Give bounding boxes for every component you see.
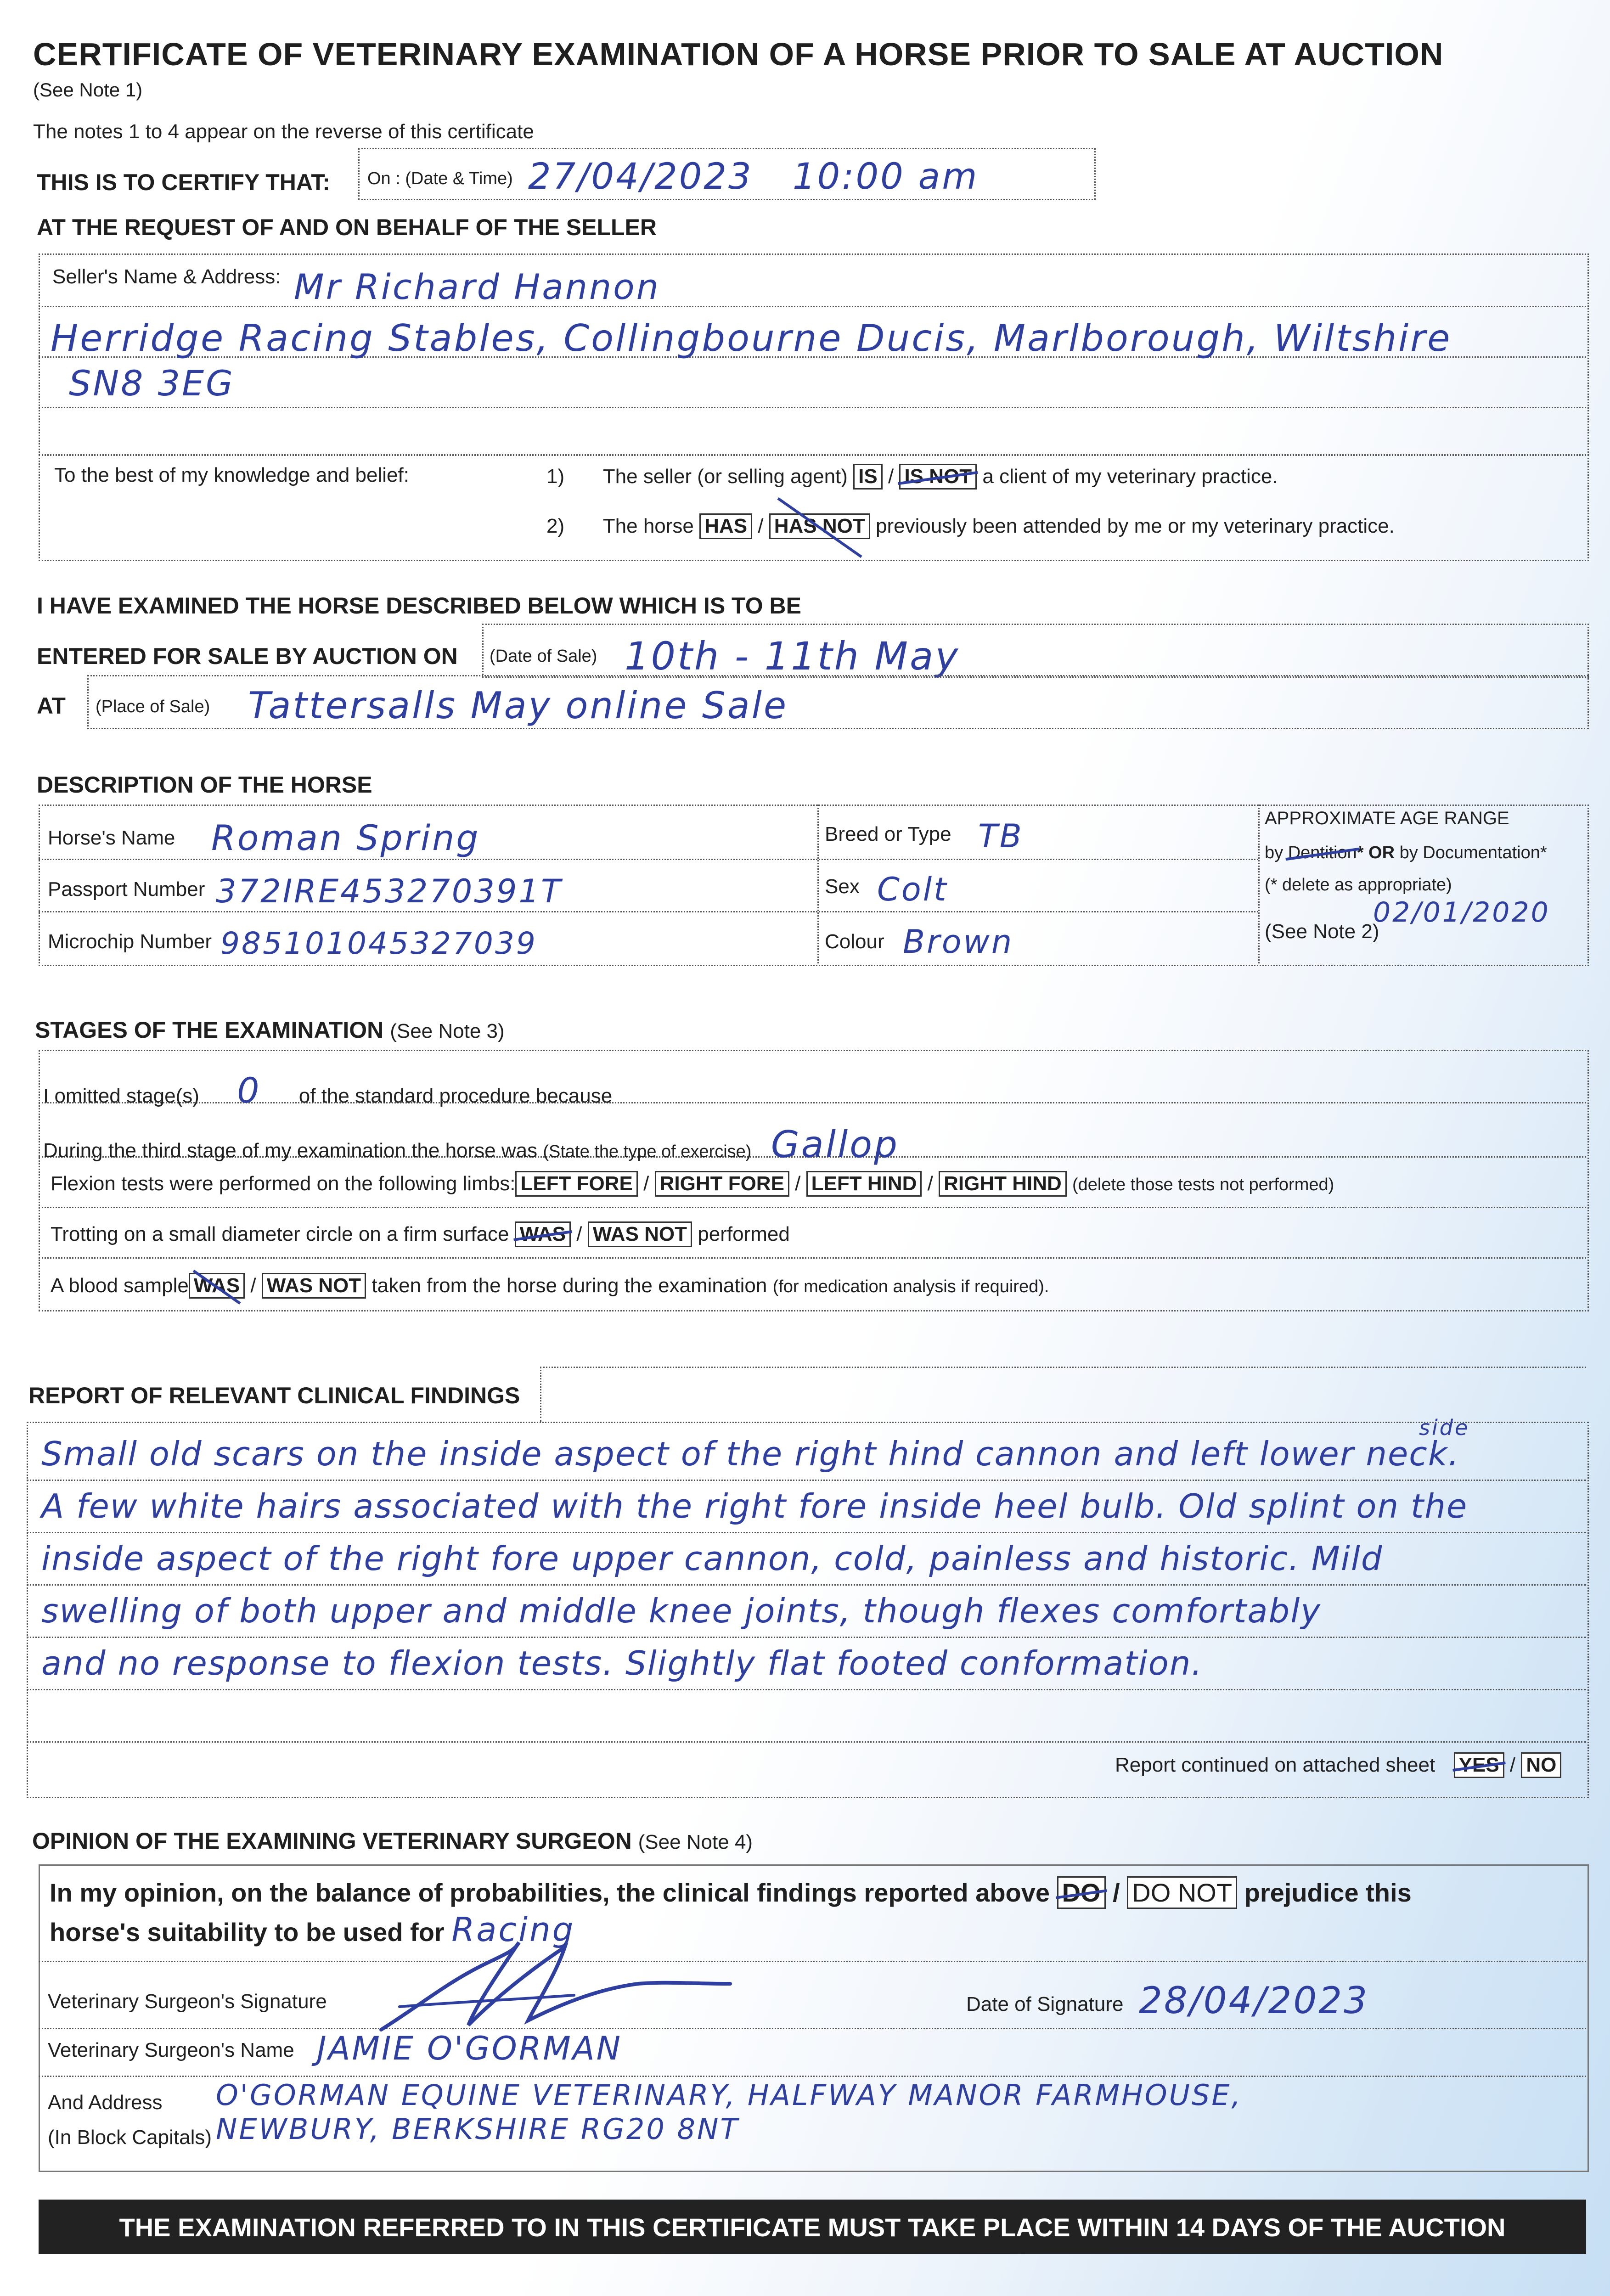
exam-date-time[interactable]: 27/04/2023 10:00 am — [528, 156, 979, 197]
q1-text-pre: The seller (or selling agent) — [602, 465, 848, 488]
belief-q1 — [546, 464, 1278, 490]
sale-place-value[interactable]: Tattersalls May online Sale — [248, 684, 788, 727]
horse-name-value[interactable]: Roman Spring — [211, 817, 480, 858]
opinion-separator: / — [1113, 1878, 1120, 1907]
age-by: by — [1265, 843, 1283, 862]
q2-has-not-option[interactable]: HAS NOT — [769, 513, 870, 539]
colour-value[interactable]: Brown — [903, 923, 1014, 961]
vet-name-value[interactable]: JAMIE O'GORMAN — [317, 2030, 623, 2067]
seller-address-line-1[interactable]: Herridge Racing Stables, Collingbourne Ducis, Marlborough, Wiltshire — [51, 317, 1452, 360]
flexion-post: (delete those tests not performed) — [1072, 1175, 1334, 1194]
address-label-2: (In Block Capitals) — [48, 2126, 212, 2149]
at-label: AT — [37, 693, 66, 719]
blood-post: taken from the horse during the examination — [372, 1274, 767, 1297]
horse-name-label: Horse's Name — [48, 827, 175, 849]
limb-separator: / — [643, 1172, 649, 1195]
q2-text-pre: The horse — [602, 515, 694, 537]
description-heading: DESCRIPTION OF THE HORSE — [37, 772, 372, 798]
flexion-pre: Flexion tests were performed on the following limbs: — [51, 1172, 516, 1195]
third-stage-note: (State the type of exercise) — [543, 1142, 752, 1161]
omitted-line — [43, 1070, 612, 1111]
date-of-signature-label: Date of Signature — [966, 1993, 1124, 2015]
suitability-label: horse's suitability to be used for — [50, 1918, 445, 1947]
stages-heading-text: STAGES OF THE EXAMINATION — [35, 1017, 384, 1043]
trot-was-option[interactable]: WAS — [515, 1221, 571, 1247]
q1-text-post: a client of my veterinary practice. — [982, 465, 1278, 488]
vet-address-line-2[interactable]: NEWBURY, BERKSHIRE RG20 8NT — [216, 2112, 740, 2146]
report-line-2[interactable]: A few white hairs associated with the right fore inside heel bulb. Old splint on the — [41, 1487, 1468, 1525]
seller-address-line-2[interactable]: SN8 3EG — [69, 363, 235, 404]
opinion-heading — [32, 1828, 753, 1854]
limb-separator: / — [927, 1172, 933, 1195]
limb-right-fore[interactable]: RIGHT FORE — [655, 1171, 789, 1197]
limb-right-hind[interactable]: RIGHT HIND — [939, 1171, 1067, 1197]
opinion-do-not-option[interactable]: DO NOT — [1127, 1876, 1237, 1909]
continued-no-option[interactable]: NO — [1521, 1752, 1561, 1778]
trot-pre: Trotting on a small diameter circle on a firm surface — [51, 1223, 509, 1245]
age-method-line — [1265, 843, 1547, 863]
opinion-statement — [50, 1876, 1412, 1909]
title-see-note: (See Note 1) — [33, 79, 143, 101]
date-of-signature-value[interactable]: 28/04/2023 — [1139, 1979, 1369, 2022]
q1-is-option[interactable]: IS — [853, 464, 883, 490]
third-stage-line — [43, 1123, 899, 1166]
breed-label: Breed or Type — [825, 823, 951, 845]
blood-note: (for medication analysis if required). — [772, 1277, 1049, 1296]
limb-left-hind[interactable]: LEFT HIND — [806, 1171, 922, 1197]
blood-pre: A blood sample — [51, 1274, 189, 1297]
omitted-value[interactable]: 0 — [237, 1070, 261, 1111]
q2-has-option[interactable]: HAS — [699, 513, 752, 539]
q1-number: 1) — [546, 465, 565, 488]
opinion-heading-text: OPINION OF THE EXAMINING VETERINARY SURGEON — [32, 1828, 632, 1854]
entered-line: ENTERED FOR SALE BY AUCTION ON — [37, 643, 458, 669]
limb-separator: / — [795, 1172, 801, 1195]
report-line-4[interactable]: swelling of both upper and middle knee joints, though flexes comfortably — [41, 1592, 1321, 1630]
third-stage-value[interactable]: Gallop — [771, 1123, 899, 1166]
colour-label: Colour — [825, 930, 884, 953]
belief-q2 — [546, 513, 1395, 539]
limb-left-fore[interactable]: LEFT FORE — [515, 1171, 637, 1197]
passport-label: Passport Number — [48, 878, 205, 900]
age-value[interactable]: 02/01/2020 — [1373, 896, 1550, 929]
report-line-1[interactable]: Small old scars on the inside aspect of the right hind cannon and left lower neck. — [41, 1435, 1460, 1473]
report-line-5[interactable]: and no response to flexion tests. Slightly flat footed conformation. — [41, 1644, 1203, 1683]
report-line-3[interactable]: inside aspect of the right fore upper cannon, cold, painless and historic. Mild — [41, 1539, 1383, 1578]
trot-line — [51, 1221, 790, 1247]
blood-was-option[interactable]: WAS — [189, 1273, 245, 1299]
continued-yes-option[interactable]: YES — [1454, 1752, 1504, 1778]
continued-label: Report continued on attached sheet — [1115, 1754, 1435, 1776]
sex-label: Sex — [825, 875, 860, 898]
certificate-title: CERTIFICATE OF VETERINARY EXAMINATION OF A HORSE PRIOR TO SALE AT AUCTION — [33, 36, 1444, 72]
request-line: AT THE REQUEST OF AND ON BEHALF OF THE SELLER — [37, 214, 657, 240]
belief-label: To the best of my knowledge and belief: — [54, 464, 409, 486]
age-heading: APPROXIMATE AGE RANGE — [1265, 808, 1509, 828]
vet-address-line-1[interactable]: O'GORMAN EQUINE VETERINARY, HALFWAY MANOR FARMHOUSE, — [216, 2078, 1243, 2112]
omitted-pre: I omitted stage(s) — [43, 1085, 199, 1107]
signature-label: Veterinary Surgeon's Signature — [48, 1990, 327, 2013]
age-documentation-option[interactable]: by Documentation* — [1399, 843, 1547, 862]
age-see-note: (See Note 2) — [1265, 920, 1379, 943]
footer-banner-text: THE EXAMINATION REFERRED TO IN THIS CERTIFICATE MUST TAKE PLACE WITHIN 14 DAYS OF THE AUCTION — [119, 2213, 1506, 2242]
age-dentition-option[interactable]: Dentition — [1288, 843, 1357, 862]
microchip-label: Microchip Number — [48, 930, 212, 953]
sale-date-label: (Date of Sale) — [490, 647, 597, 666]
seller-label: Seller's Name & Address: — [52, 265, 281, 288]
notes-line: The notes 1 to 4 appear on the reverse of this certificate — [33, 120, 534, 143]
blood-separator: / — [250, 1274, 256, 1297]
sale-place-label: (Place of Sale) — [96, 697, 210, 716]
seller-name[interactable]: Mr Richard Hannon — [294, 266, 660, 307]
stages-heading-note: (See Note 3) — [390, 1020, 505, 1042]
omitted-post: of the standard procedure because — [298, 1085, 613, 1107]
q2-text-post: previously been attended by me or my veterinary practice. — [875, 515, 1395, 537]
report-heading: REPORT OF RELEVANT CLINICAL FINDINGS — [28, 1383, 520, 1408]
certify-label: THIS IS TO CERTIFY THAT: — [37, 169, 330, 195]
sale-date-value[interactable]: 10th - 11th May — [625, 634, 960, 679]
trot-was-not-option[interactable]: WAS NOT — [588, 1221, 692, 1247]
report-continued — [1115, 1752, 1561, 1778]
q2-separator: / — [758, 515, 764, 537]
q1-is-not-option[interactable]: IS NOT — [899, 464, 977, 490]
blood-was-not-option[interactable]: WAS NOT — [262, 1273, 366, 1299]
report-line-1-side[interactable]: side — [1419, 1415, 1470, 1440]
examined-line: I HAVE EXAMINED THE HORSE DESCRIBED BELOW WHICH IS TO BE — [37, 593, 801, 619]
opinion-heading-note: (See Note 4) — [638, 1831, 753, 1853]
stages-heading — [35, 1017, 505, 1043]
continued-separator: / — [1509, 1754, 1516, 1776]
q1-separator: / — [888, 465, 894, 488]
opinion-pre: In my opinion, on the balance of probabilities, the clinical findings reported above — [50, 1878, 1050, 1907]
breed-value[interactable]: TB — [978, 817, 1024, 855]
suitability-value[interactable]: Racing — [451, 1910, 575, 1949]
address-label-1: And Address — [48, 2091, 163, 2114]
sex-value[interactable]: Colt — [877, 871, 948, 908]
blood-line — [51, 1273, 1049, 1299]
opinion-do-option[interactable]: DO — [1057, 1876, 1106, 1909]
trot-post: performed — [698, 1223, 790, 1245]
flexion-line — [51, 1171, 1334, 1197]
trot-separator: / — [576, 1223, 582, 1245]
age-or: * OR — [1357, 843, 1395, 862]
on-date-time-label: On : (Date & Time) — [367, 169, 513, 188]
opinion-post: prejudice this — [1244, 1878, 1412, 1907]
vet-name-label: Veterinary Surgeon's Name — [48, 2039, 294, 2061]
third-stage-pre: During the third stage of my examination the horse was — [43, 1139, 538, 1162]
age-delete-note: (* delete as appropriate) — [1265, 875, 1452, 895]
passport-value[interactable]: 372IRE453270391T — [216, 872, 563, 910]
q2-number: 2) — [546, 515, 565, 537]
microchip-value[interactable]: 985101045327039 — [220, 926, 537, 961]
